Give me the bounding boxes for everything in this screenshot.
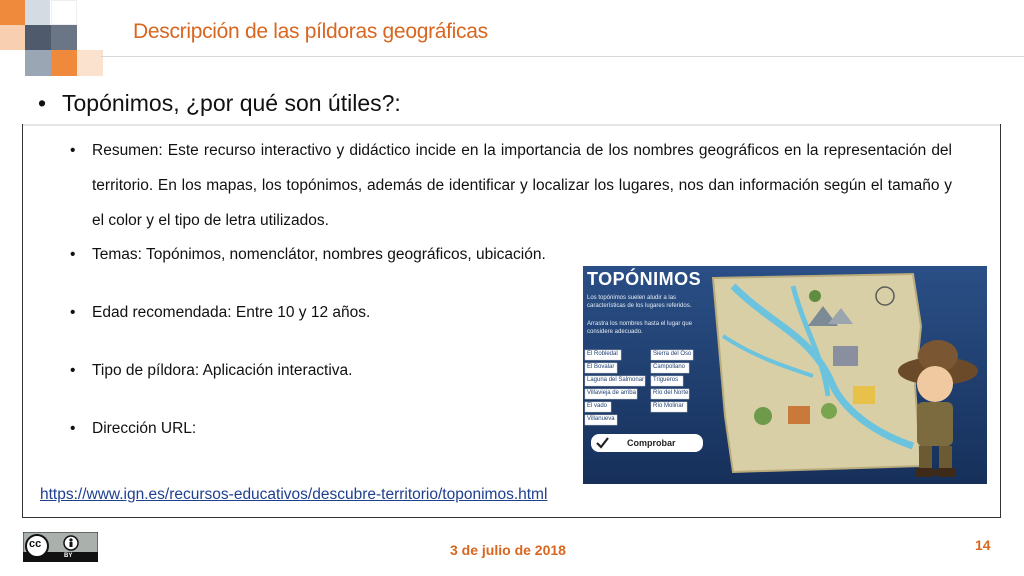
box-top-shade bbox=[23, 124, 1000, 126]
app-title: TOPÓNIMOS bbox=[587, 269, 702, 289]
name-tag[interactable]: Sierra del Oso bbox=[653, 351, 692, 357]
deco-square bbox=[25, 25, 51, 50]
name-tag[interactable]: El Robledal bbox=[587, 351, 618, 357]
by-badge-text: BY bbox=[64, 553, 73, 559]
main-bullet-text: Topónimos, ¿por qué son útiles?: bbox=[62, 90, 401, 116]
bullet-url-label: • Dirección URL: bbox=[70, 420, 952, 438]
name-tag[interactable]: Villavieja de arriba bbox=[587, 390, 636, 396]
deco-square bbox=[25, 50, 51, 76]
slide-date: 3 de julio de 2018 bbox=[450, 542, 566, 558]
bullet-list bbox=[70, 133, 952, 238]
app-instruction-text: Arrastra los nombres hasta el lugar que considere adecuado. bbox=[587, 321, 693, 335]
slide-title: Descripción de las píldoras geográficas bbox=[133, 20, 488, 43]
name-tag[interactable]: El Bovalar bbox=[587, 364, 615, 370]
bullet-topics: • Temas: Topónimos, nomenclátor, nombres geográficos, ubicación. bbox=[70, 246, 952, 264]
name-tag[interactable]: Río del Norte bbox=[653, 390, 689, 396]
resource-url-link[interactable]: https://www.ign.es/recursos-educativos/descubre-territorio/toponimos.html bbox=[40, 486, 548, 503]
name-tag[interactable]: Villanueva bbox=[587, 416, 615, 422]
check-button-label[interactable]: Comprobar bbox=[627, 438, 676, 448]
name-tag[interactable]: El vado bbox=[587, 403, 608, 409]
bullet-age: • Edad recomendada: Entre 10 y 12 años. bbox=[70, 304, 952, 322]
app-intro-text: Los topónimos suelen aludir a las características de los lugares referidos. bbox=[587, 295, 692, 309]
toponimos-app-screenshot bbox=[583, 266, 987, 484]
bullet-summary: • Resumen: Este recurso interactivo y didáctico incide en la importancia de los nombres geográficos en la representación del territorio. En los mapas, los topónimos, además de identificar y localizar los lugares, nos dan información según el tamaño y el color y el tipo de letra utilizados. bbox=[70, 133, 952, 238]
name-tag[interactable]: Trigueros bbox=[653, 377, 679, 383]
cc-badge-text: cc bbox=[29, 538, 42, 550]
name-tag[interactable]: Río Molinar bbox=[653, 403, 684, 409]
main-bullet bbox=[38, 90, 401, 117]
deco-square bbox=[0, 0, 25, 25]
deco-square bbox=[0, 25, 25, 50]
page-number: 14 bbox=[975, 537, 991, 553]
bullet-dot: • bbox=[38, 90, 47, 116]
bullet-type: • Tipo de píldora: Aplicación interactiva. bbox=[70, 362, 952, 380]
deco-square bbox=[25, 0, 50, 25]
name-tag[interactable]: Campollano bbox=[653, 364, 686, 370]
name-tag[interactable]: Laguna del Salmonar bbox=[587, 377, 645, 383]
